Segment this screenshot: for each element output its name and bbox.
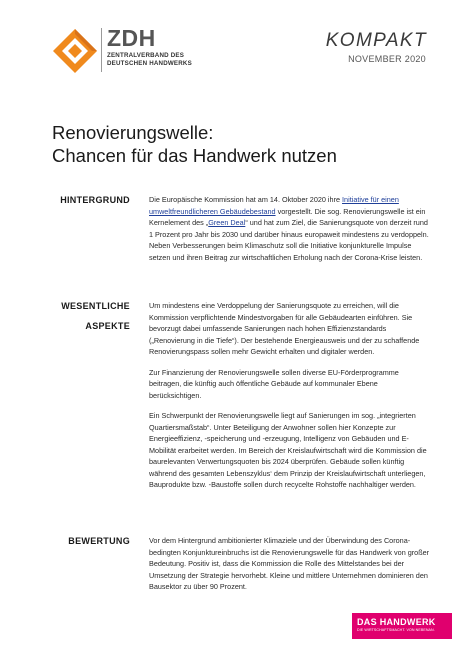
section-body-aspekte	[149, 300, 430, 500]
hintergrund-paragraph	[149, 194, 430, 263]
aspekte-paragraph-2: Zur Finanzierung der Renovierungswelle sollen diverse EU-Förderprogramme beitragen, die künftig auch öffentliche Gebäude auf kommunaler Ebene berücksichtigen.	[149, 367, 399, 400]
section-body-hintergrund	[149, 194, 430, 272]
series-title: KOMPAKT	[325, 30, 427, 51]
zdh-logo-icon	[52, 28, 98, 74]
section-label-aspekte-line-2: ASPEKTE	[85, 321, 130, 331]
page-title-line-1: Renovierungswelle:	[52, 122, 214, 143]
org-name: ZDH	[107, 25, 156, 51]
aspekte-paragraph-1: Um mindestens eine Verdoppelung der Sanierungsquote zu erreichen, will die Kommission verpflichtende Mindestvorgaben für alle Gebäudearten einführen. Sie bevorzugt dabei umfassende Sanierungen nach hohen Effizienzstandards („Renovierung in die Tiefe“). Der bestehende Energieausweis und der zu schaffende Renovierungspass sollen mehr Gewicht erhalten und digitaler werden.	[149, 301, 420, 356]
org-subtitle	[107, 52, 192, 68]
das-handwerk-brand: DAS HANDWERK	[357, 617, 436, 627]
section-label-bewertung: BEWERTUNG	[68, 536, 130, 546]
section-label-aspekte-line-1: WESENTLICHE	[61, 301, 130, 311]
org-subtitle-line-2: DEUTSCHEN HANDWERKS	[107, 60, 192, 67]
section-label-aspekte	[52, 296, 130, 336]
green-deal-link[interactable]: Green Deal	[208, 218, 246, 227]
section-label-hintergrund: HINTERGRUND	[60, 195, 130, 205]
logo-divider	[101, 28, 102, 72]
org-subtitle-line-1: ZENTRALVERBAND DES	[107, 52, 185, 59]
publication-date: NOVEMBER 2020	[348, 54, 426, 64]
bewertung-paragraph: Vor dem Hintergrund ambitionierter Klimaziele und der Überwindung des Corona-bedingten Konjunktureinbruchs ist die Renovierungswelle für das Handwerk von großer Bedeutung. Positiv ist, dass die Kommission die Rolle des Mittelstandes bei der Umsetzung der Strategie hervorhebt. Kleine und mittlere Unternehmen dominieren den Bausektor zu über 90 Prozent.	[149, 536, 430, 591]
hintergrund-text-2: vorgestellt. Die sog. Renovierungswelle ist ein Kernelement des „	[149, 206, 426, 227]
das-handwerk-logo	[352, 613, 452, 639]
initiative-link[interactable]: Initiative für einen umweltfreundlicheren Gebäudebestand	[149, 195, 399, 216]
page-title	[52, 121, 432, 167]
hintergrund-text-1: Die Europäische Kommission hat am 14. Oktober 2020 ihre	[149, 195, 343, 204]
das-handwerk-tagline: DIE WIRTSCHAFTSMACHT. VON NEBENAN.	[357, 628, 435, 632]
section-body-bewertung	[149, 535, 430, 602]
page-title-line-2: Chancen für das Handwerk nutzen	[52, 145, 337, 166]
hintergrund-text-3: “ und hat zum Ziel, die Sanierungsquote von derzeit rund 1 Prozent pro Jahr bis 2030 und darüber hinaus europaweit mindestens zu verdoppeln. Neben Verbesserungen beim Klimaschutz soll die Initiative konjunkturelle Impulse setzen und ihren Beitrag zur wirtschaftlichen Erholung nach der Corona-Krise leisten.	[149, 218, 429, 262]
aspekte-paragraph-3: Ein Schwerpunkt der Renovierungswelle liegt auf Sanierungen im sog. „integrierten Quartiersmaßstab“. Unter Beteiligung der Anwohner sollen hier Konzepte zur Energieeffizienz, -speicherung und -erzeugung, Intelligenz von Gebäuden und E-Mobilität erarbeitet werden. Im Bereich der Kreislaufwirtschaft wird die Kommission die baurelevanten Verwertungsquoten bis 2024 überprüfen. Gebäude sollen künftig während des gesamten Lebenszyklus‘ dem Prinzip der Kreislaufwirtschaft unterliegen, Bauprodukte bzw. -Baustoffe sollen durch recycelte Rohstoffe nachhaltiger werden.	[149, 411, 427, 489]
